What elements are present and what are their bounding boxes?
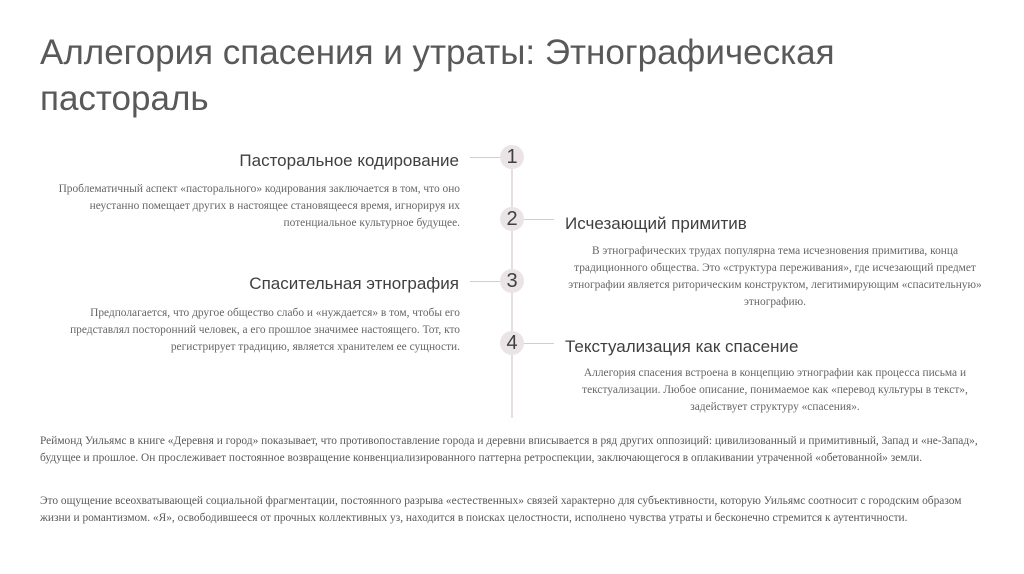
connector-4 (524, 343, 554, 344)
item-2-heading: Исчезающий примитив (565, 214, 747, 233)
connector-1 (470, 157, 500, 158)
paragraph-1: Реймонд Уильямс в книге «Деревня и город» показывает, что противопоставление города и деревни вписывается в ряд других оппозиций: цивилизованный и примитивный, Запад и «не-Запад», будущее и прошлое. Он прослеживает постоянное возвращение конвенциализированного паттерна ретроспекции, заключающегося в оплакивании утраченной «обетованной» земли. (40, 435, 978, 464)
step-number-1: 1 (500, 145, 524, 169)
item-2-text: В этнографических трудах популярна тема исчезновения примитива, конца традиционного общества. Это «структура переживания», где исчезающий предмет этнографии является риторическим конструктом, легитимирующим «спасительную» этнографию. (568, 245, 982, 308)
item-1-text: Проблематичный аспект «пасторального» кодирования заключается в том, что оно неустанно помещает других в настоящее становящееся время, игнорируя их потенциальное культурное будущее. (58, 183, 460, 229)
item-4-text: Аллегория спасения встроена в концепцию этнографии как процесса письма и текстуализации. Любое описание, понимаемое как «перевод культуры в текст», задействует структуру «спасения». (582, 367, 968, 413)
item-3-heading: Спасительная этнография (249, 274, 459, 293)
slide-title: Аллегория спасения и утраты: Этнографическая пастораль (40, 33, 835, 118)
step-number-3: 3 (500, 269, 524, 293)
item-1-heading: Пасторальное кодирование (239, 151, 459, 170)
paragraph-2: Это ощущение всеохватывающей социальной фрагментации, постоянного разрыва «естественных» связей характерно для субъективности, которую Уильямс соотносит с городским образом жизни и романтизмом. «Я», освободившееся от прочных коллективных уз, находится в поисках целостности, исполнено чувства утраты и бесконечно стремится к аутентичности. (40, 495, 962, 524)
item-4-heading: Текстуализация как спасение (565, 337, 799, 356)
connector-2 (524, 219, 554, 220)
item-3-text: Предполагается, что другое общество слабо и «нуждается» в том, чтобы его представлял посторонний человек, а его прошлое значимее настоящего. Тот, кто регистрирует традицию, является хранителем ее сущности. (70, 307, 460, 353)
step-number-2: 2 (500, 207, 524, 231)
step-number-4: 4 (500, 331, 524, 355)
connector-3 (470, 281, 500, 282)
